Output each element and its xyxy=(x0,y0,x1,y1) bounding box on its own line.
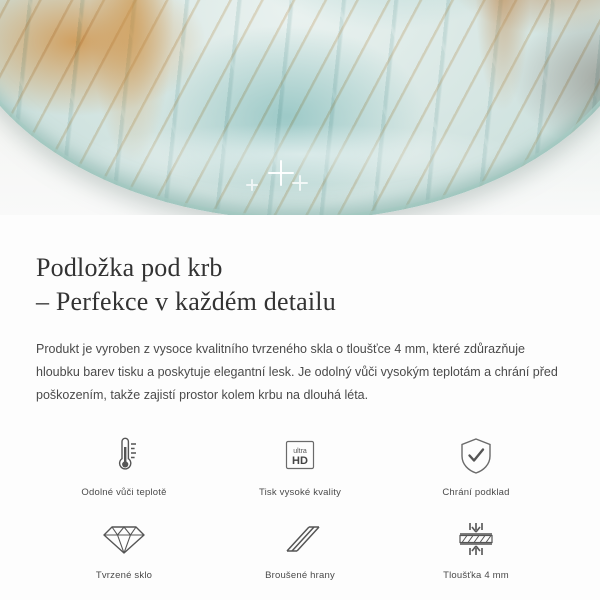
svg-text:ultra: ultra xyxy=(293,448,307,455)
feature-item-polished-edges xyxy=(212,516,388,581)
feature-label: Odolné vůči teplotě xyxy=(81,487,167,498)
content-section xyxy=(0,215,600,581)
ultra-hd-icon xyxy=(279,433,321,479)
feature-label: Broušené hrany xyxy=(265,570,335,581)
round-glass-pad-image xyxy=(0,0,600,215)
feature-label: Chrání podklad xyxy=(442,487,510,498)
hero-image xyxy=(0,0,600,215)
thickness-arrows-icon xyxy=(454,516,498,562)
feature-label: Tisk vysoké kvality xyxy=(258,487,342,498)
feature-item-thickness xyxy=(388,516,564,581)
thermometer-icon xyxy=(107,433,141,479)
shield-check-icon xyxy=(457,433,495,479)
svg-text:HD: HD xyxy=(292,455,308,467)
diamond-icon xyxy=(103,516,145,562)
feature-label: Tvrzené sklo xyxy=(95,570,153,581)
feature-item-tempered-glass xyxy=(36,516,212,581)
product-description: Produkt je vyroben z vysoce kvalitního tvrzeného skla o tloušťce 4 mm, které zdůrazňuje hloubku barev tisku a poskytuje elegantní lesk. Je odolný vůči vysokým teplotám a chrání před poškozením, takže zajistí prostor kolem krbu na dlouhá léta. xyxy=(36,341,558,402)
feature-item-temperature xyxy=(36,433,212,498)
feature-grid xyxy=(36,433,564,581)
polished-edges-icon xyxy=(279,516,321,562)
feature-item-surface-protection xyxy=(388,433,564,498)
page-title xyxy=(36,251,564,320)
headline-line-1: Podložka pod krb xyxy=(36,253,223,282)
feature-label: Tloušťka 4 mm xyxy=(443,570,509,581)
headline-line-2: – Perfekce v každém detailu xyxy=(36,287,336,317)
feature-item-print-quality xyxy=(212,433,388,498)
